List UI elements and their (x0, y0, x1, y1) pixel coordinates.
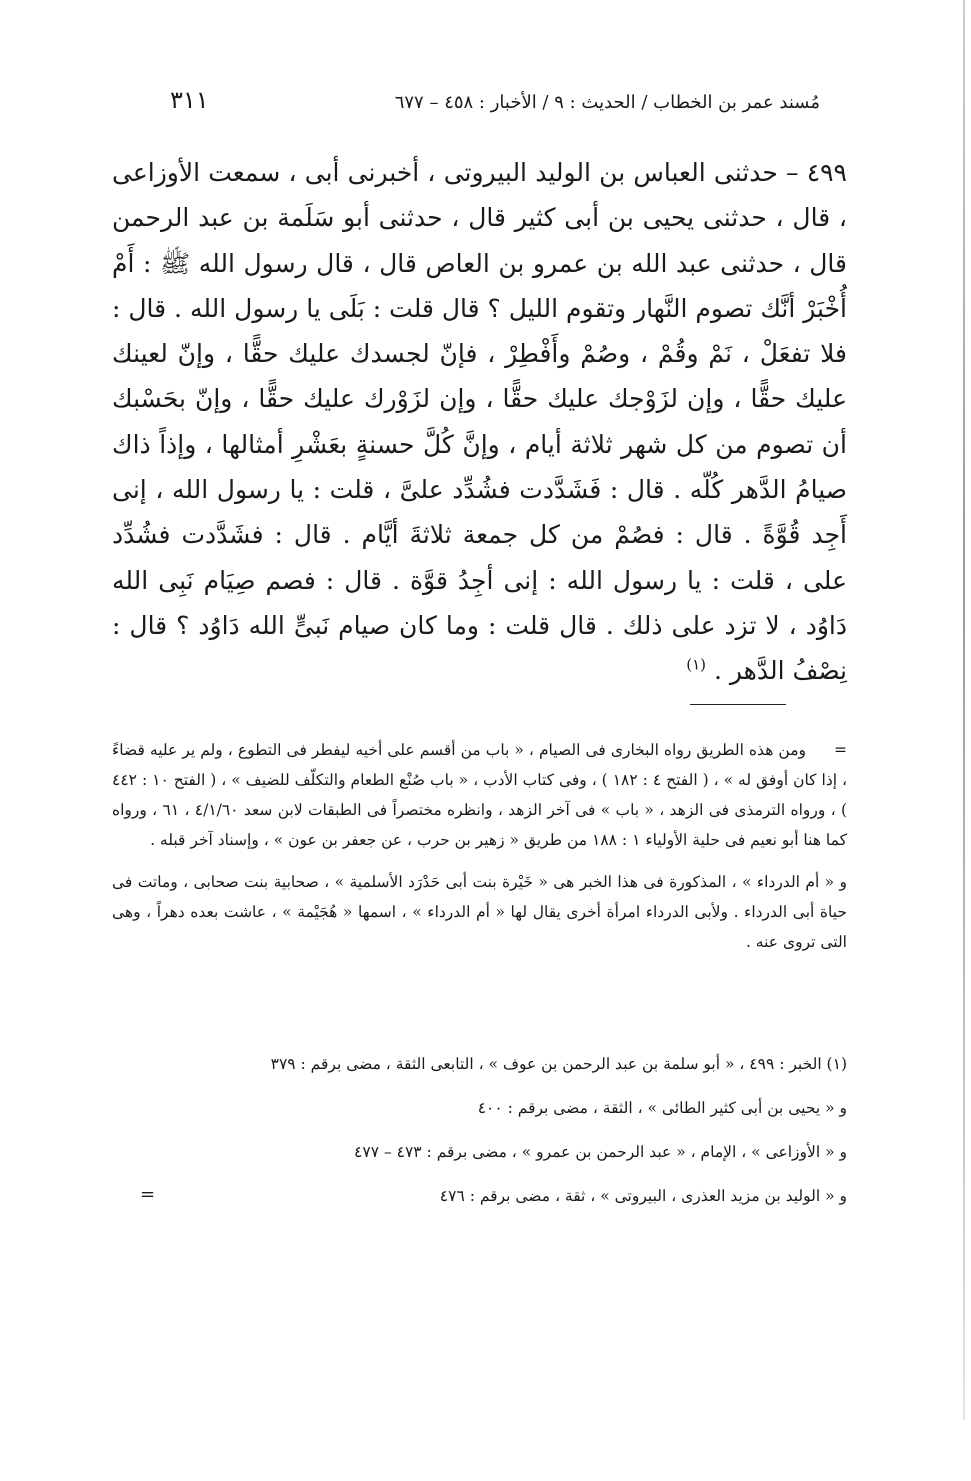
running-header (170, 82, 820, 122)
scan-edge (963, 0, 965, 1420)
footnote-divider (690, 704, 786, 705)
reference-line: و « الوليد بن مزيد العذرى ، البيروتى » ، ثقة ، مضى برقم : ٤٧٦ (439, 1187, 847, 1205)
narrator-references (112, 1042, 847, 1218)
reference-line: و « يحيى بن أبى كثير الطائى » ، الثقة ، مضى برقم : ٤٠٠ (477, 1099, 847, 1117)
footnote-paragraph-1 (112, 735, 847, 855)
footnote-reference: (١) (686, 655, 707, 674)
reference-line: و « الأوزاعى » ، الإمام ، « عبد الرحمن بن عمرو » ، مضى برقم : ٤٧٣ – ٤٧٧ (354, 1143, 847, 1161)
main-text (112, 150, 847, 694)
footnote-text-1: ومن هذه الطريق رواه البخارى فى الصيام ، « باب من أقسم على أخيه ليفطر فى التطوع ، ولم ير عليه قضاءً ، إذا كان أوفق له » ، ( الفتح ٤ : ١٨٢ ) ، وفى كتاب الأدب ، « باب صُنْع الطعام والتكلّف للضيف » ، ( الفتح ١٠ : ٤٤٢ ) ، ورواه الترمذى فى الزهد ، « باب » فى آخر الزهد ، وانظره مختصراً فى الطبقات لابن سعد ٤/١/٦٠ ، ٦١ ، ورواه كما هنا أبو نعيم فى حلية الأولياء ١ : ١٨٨ من طريق « زهير بن حرب ، عن جعفر بن عون » ، وإسناد آخر قبله . (112, 741, 847, 849)
page-number: ٣١١ (170, 86, 209, 114)
hadith-text: ٤٩٩ – حدثنى العباس بن الوليد البيروتى ، أخبرنى أبى ، سمعت الأوزاعى ، قال ، حدثنى يحيى بن أبى كثير قال ، حدثنى أبو سَلَمة بن عبد الرحمن قال ، حدثنى عبد الله بن عمرو بن العاص قال ، قال رسول الله ﷺ : أَمْ أُخْبَرْ أنَّك تصوم النَّهار وتقوم الليل ؟ قال قلت : بَلَى يا رسول الله . قال : فلا تفعَلْ ، نَمْ وقُمْ ، وصُمْ وأَفْطِرْ ، فإنّ لجسدك عليك حقًّا ، وإنّ لعينك عليك حقًّا ، وإن لزَوْجك عليك حقًّا ، وإن لزَوْرك عليك حقًّا ، وإنّ بحَسْبك أن تصوم من كل شهر ثلاثة أيام ، وإنَّ كُلَّ حسنةٍ بعَشْرِ أمثالها ، وإذاً ذاك صيامُ الدَّهر كُلّه . قال : فَشَدَّدت فشُدِّد علىَّ ، قلت : يا رسول الله ، إنى أَجِد قُوَّةً . قال : فصُمْ من كل جمعة ثلاثةَ أيَّام . قال : فشَدَّدت فشُدِّد على ، قلت : يا رسول الله : إنى أجِدُ قوَّة . قال : فصم صِيَام نَبِى الله دَاوُد ، لا تزد على ذلك . قال قلت : وما كان صيام نَبىٍّ الله دَاوُد ؟ قال : نِصْفُ الدَّهر . (112, 158, 847, 686)
footnote-text-2: و « أم الدرداء » ، المذكورة فى هذا الخبر هى « خَيْرة بنت أبى حَدْرَد الأسلمية » ، صحابية بنت صحابى ، وماتت فى حياة أبى الدرداء . ولأبى الدرداء امرأة أخرى يقال لها « أم الدرداء » ، اسمها « هُجَيْمة » ، عاشت بعده دهراً ، وهى التى تروى عنه . (112, 873, 847, 951)
header-title: مُسند عمر بن الخطاب / الحديث : ٩ / الأخبار : ٤٥٨ – ٦٧٧ (394, 92, 820, 113)
end-continuation-mark: = (140, 1184, 156, 1205)
footnotes (112, 735, 847, 957)
reference-line: (١) الخبر : ٤٩٩ ، « أبو سلمة بن عبد الرحمن بن عوف » ، التابعى الثقة ، مضى برقم : ٣٧٩ (270, 1055, 847, 1073)
continuation-mark: = (834, 741, 847, 759)
hadith-paragraph (112, 150, 847, 694)
footnote-paragraph-2 (112, 867, 847, 957)
